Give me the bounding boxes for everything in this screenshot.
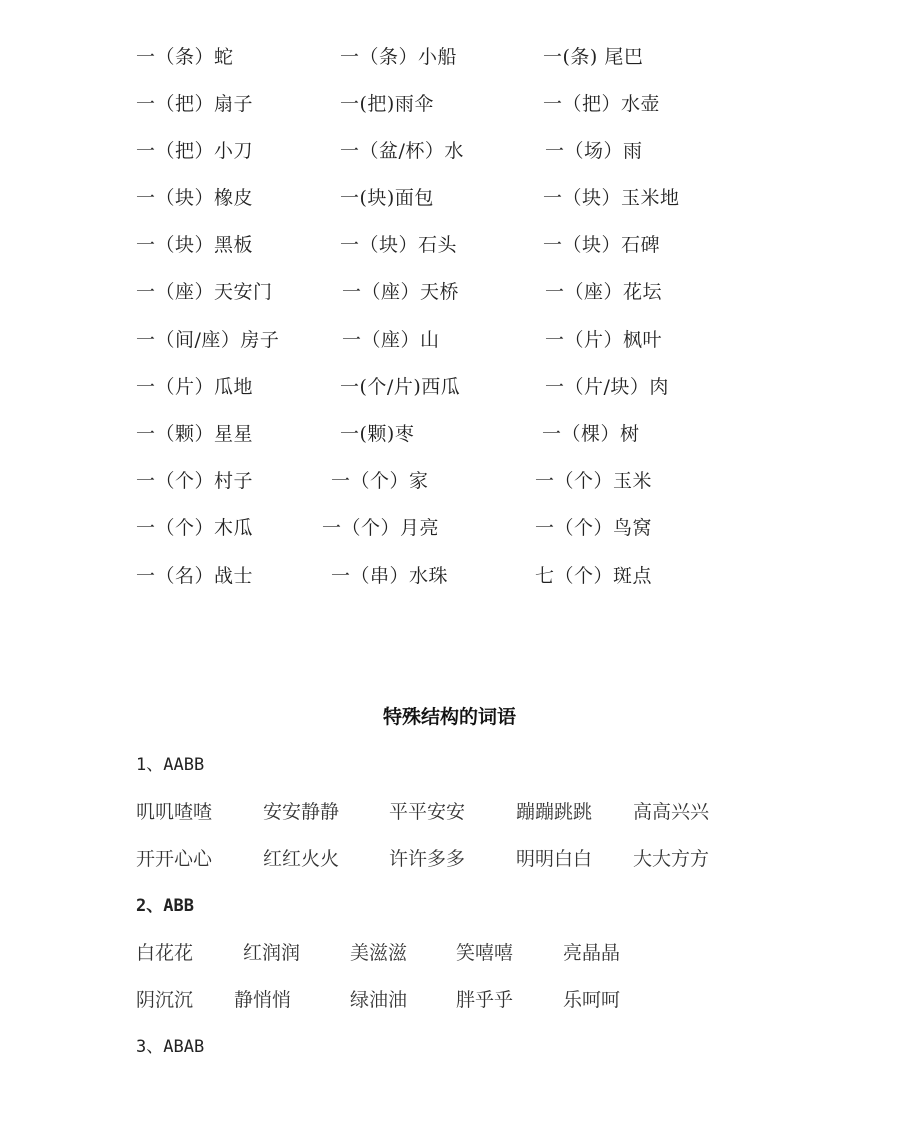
measure-word-item: 一（个）村子 bbox=[136, 470, 254, 492]
word-item: 美滋滋 bbox=[350, 942, 408, 964]
word-item: 乐呵呵 bbox=[563, 989, 621, 1011]
measure-word-row bbox=[0, 561, 899, 591]
word-item: 高高兴兴 bbox=[633, 801, 710, 823]
measure-word-item: 一(个/片)西瓜 bbox=[340, 376, 461, 398]
measure-word-row bbox=[0, 466, 899, 496]
word-item: 平平安安 bbox=[389, 801, 466, 823]
word-item: 笑嘻嘻 bbox=[456, 942, 514, 964]
measure-word-row bbox=[0, 183, 899, 213]
word-item: 绿油油 bbox=[350, 989, 408, 1011]
measure-word-item: 一（条）小船 bbox=[340, 46, 458, 68]
measure-word-item: 一（个）鸟窝 bbox=[535, 517, 653, 539]
measure-word-row bbox=[0, 42, 899, 72]
word-item: 阴沉沉 bbox=[136, 989, 194, 1011]
measure-word-row bbox=[0, 89, 899, 119]
measure-word-item: 一（名）战士 bbox=[136, 565, 254, 587]
measure-word-item: 一（块）橡皮 bbox=[136, 187, 254, 209]
measure-word-item: 一（块）黑板 bbox=[136, 234, 254, 256]
measure-word-item: 一（个）月亮 bbox=[322, 517, 440, 539]
word-item: 叽叽喳喳 bbox=[136, 801, 213, 823]
measure-word-item: 一（座）天桥 bbox=[342, 281, 460, 303]
measure-word-item: 一（片）枫叶 bbox=[545, 329, 663, 351]
word-item: 白花花 bbox=[136, 942, 194, 964]
measure-word-row bbox=[0, 230, 899, 260]
word-item: 胖乎乎 bbox=[456, 989, 514, 1011]
measure-word-item: 七（个）斑点 bbox=[535, 565, 653, 587]
measure-word-row bbox=[0, 419, 899, 449]
measure-word-item: 一(颗)枣 bbox=[340, 423, 415, 445]
measure-word-item: 一（把）水壶 bbox=[543, 93, 661, 115]
measure-word-row bbox=[0, 372, 899, 402]
measure-word-item: 一（场）雨 bbox=[545, 140, 643, 162]
measure-word-item: 一（条）蛇 bbox=[136, 46, 234, 68]
measure-word-item: 一（片/块）肉 bbox=[545, 376, 669, 398]
word-item: 静悄悄 bbox=[234, 989, 292, 1011]
measure-word-item: 一（个）木瓜 bbox=[136, 517, 254, 539]
word-item: 蹦蹦跳跳 bbox=[516, 801, 593, 823]
word-item: 红红火火 bbox=[263, 848, 340, 870]
measure-word-item: 一（棵）树 bbox=[542, 423, 640, 445]
measure-word-row bbox=[0, 277, 899, 307]
measure-word-item: 一（个）玉米 bbox=[535, 470, 653, 492]
group-heading: 1、AABB bbox=[136, 755, 205, 775]
measure-word-item: 一（把）扇子 bbox=[136, 93, 254, 115]
measure-word-item: 一（个）家 bbox=[331, 470, 429, 492]
word-item: 明明白白 bbox=[516, 848, 593, 870]
group-heading: 3、ABAB bbox=[136, 1037, 205, 1057]
measure-word-item: 一(块)面包 bbox=[340, 187, 434, 209]
section-title: 特殊结构的词语 bbox=[382, 706, 516, 728]
measure-word-item: 一(把)雨伞 bbox=[340, 93, 434, 115]
measure-word-item: 一（座）天安门 bbox=[136, 281, 273, 303]
measure-word-item: 一（块）石头 bbox=[340, 234, 458, 256]
measure-word-item: 一（串）水珠 bbox=[331, 565, 449, 587]
measure-word-item: 一（盆/杯）水 bbox=[340, 140, 464, 162]
measure-word-item: 一（座）山 bbox=[342, 329, 440, 351]
measure-word-row bbox=[0, 136, 899, 166]
measure-word-item: 一（块）玉米地 bbox=[543, 187, 680, 209]
measure-word-item: 一（间/座）房子 bbox=[136, 329, 280, 351]
measure-word-item: 一（块）石碑 bbox=[543, 234, 661, 256]
measure-word-item: 一（片）瓜地 bbox=[136, 376, 254, 398]
word-item: 大大方方 bbox=[633, 848, 710, 870]
word-item: 开开心心 bbox=[136, 848, 213, 870]
measure-word-item: 一（座）花坛 bbox=[545, 281, 663, 303]
word-item: 红润润 bbox=[243, 942, 301, 964]
measure-word-row bbox=[0, 325, 899, 355]
word-item: 亮晶晶 bbox=[563, 942, 621, 964]
measure-word-item: 一（颗）星星 bbox=[136, 423, 254, 445]
group-heading: 2、ABB bbox=[136, 896, 194, 916]
measure-word-item: 一（把）小刀 bbox=[136, 140, 254, 162]
measure-word-row bbox=[0, 513, 899, 543]
measure-word-item: 一(条) 尾巴 bbox=[543, 46, 644, 68]
word-item: 许许多多 bbox=[389, 848, 466, 870]
word-item: 安安静静 bbox=[263, 801, 340, 823]
